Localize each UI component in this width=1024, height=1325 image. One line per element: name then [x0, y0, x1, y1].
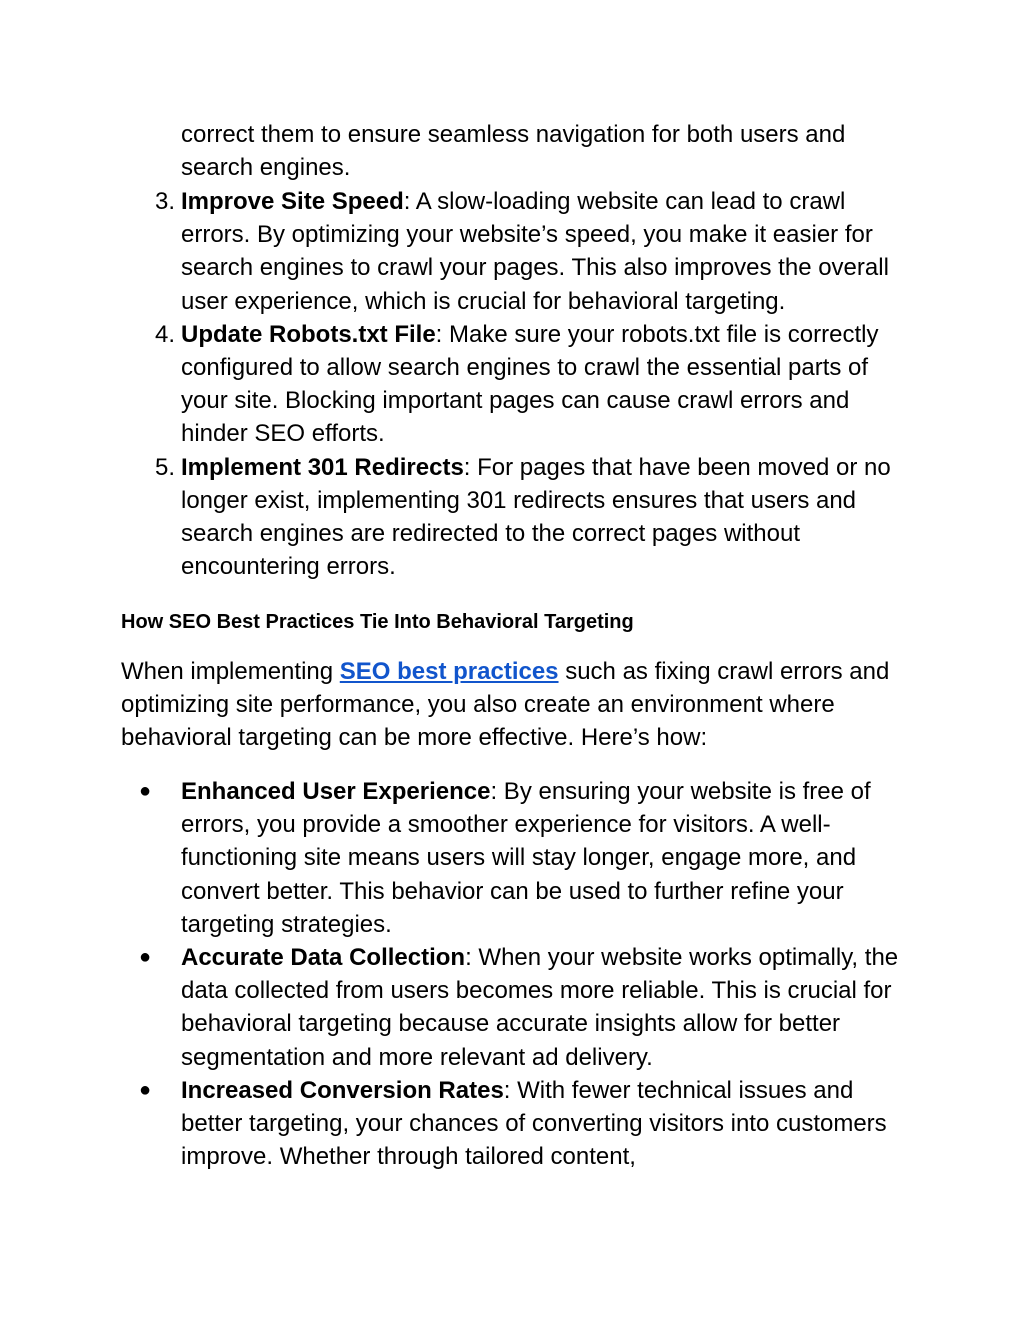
- list-number: 3.: [154, 188, 175, 215]
- list-item-text: : For pages that have been moved or no longer exist, implementing 301 redirects ensures that users and search engines are redirected to the correct pages without encountering errors.: [181, 453, 891, 581]
- bullet-icon: ●: [139, 946, 152, 969]
- list-item-text: : A slow-loading website can lead to crawl errors. By optimizing your website’s speed, you make it easier for search engines to crawl your pages. This also improves the overall user experience, which is crucial for behavioral targeting.: [181, 188, 889, 315]
- bullet-icon: ●: [139, 1078, 152, 1101]
- list-item-text: : With fewer technical issues and better targeting, your chances of converting visitors into customers improve. Whether through tailored content,: [181, 1076, 887, 1171]
- intro-text-after: such as fixing crawl errors and optimizing site performance, you also create an environment where behavioral targeting can be more effective. Here’s how:: [121, 658, 890, 752]
- list-item-text: : When your website works optimally, the data collected from users becomes more reliable. This is crucial for behavioral targeting because accurate insights allow for better segmentation and more relevant ad delivery.: [181, 944, 899, 1071]
- seo-best-practices-link[interactable]: SEO best practices: [339, 658, 559, 685]
- numbered-list: [121, 185, 921, 583]
- list-item-title: Update Robots.txt File: [181, 320, 436, 348]
- list-item: [121, 1074, 921, 1174]
- list-item: [121, 775, 921, 941]
- list-item-text: : Make sure your robots.txt file is correctly configured to allow search engines to crawl the essential parts of your site. Blocking important pages can cause crawl errors and hinder SEO efforts.: [181, 320, 879, 448]
- list-item: [121, 318, 921, 451]
- list-number: 4.: [154, 320, 175, 348]
- list-item-title: Implement 301 Redirects: [181, 453, 464, 481]
- intro-text-before: When implementing: [121, 658, 340, 685]
- list-item: [121, 185, 921, 318]
- list-number: 5.: [154, 453, 175, 481]
- bullet-icon: ●: [139, 780, 152, 802]
- list-item: [121, 451, 921, 584]
- section-heading: How SEO Best Practices Tie Into Behavioral Targeting: [121, 611, 634, 633]
- list-item-title: Enhanced User Experience: [181, 778, 491, 805]
- list-item-text: : By ensuring your website is free of errors, you provide a smoother experience for visitors. A well-functioning site means users will stay longer, engage more, and convert better. This behavior can be used to further refine your targeting strategies.: [181, 778, 871, 938]
- list-item: [121, 941, 921, 1074]
- intro-paragraph: [121, 655, 901, 755]
- bullet-list: [121, 775, 921, 1173]
- list-item-title: Accurate Data Collection: [181, 944, 466, 972]
- continuation-text: correct them to ensure seamless navigation for both users and search engines.: [181, 121, 846, 182]
- list-item-title: Increased Conversion Rates: [181, 1076, 504, 1104]
- list-item-title: Improve Site Speed: [181, 188, 404, 215]
